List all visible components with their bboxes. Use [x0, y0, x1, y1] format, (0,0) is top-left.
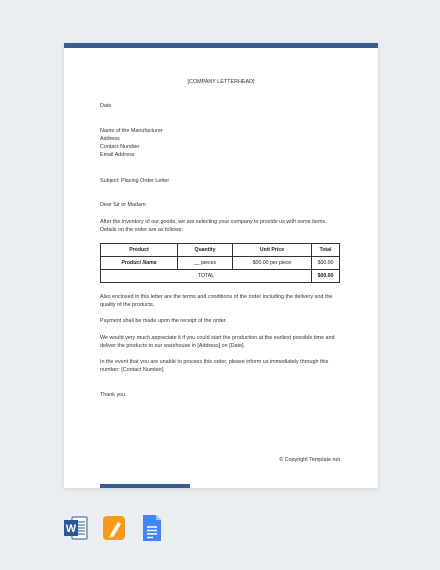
- page-bottom-bar: [100, 484, 190, 488]
- app-icons-row: [64, 514, 164, 542]
- closing-line: Thank you.: [100, 392, 127, 398]
- table-header-row: [101, 244, 340, 257]
- order-table: [100, 243, 340, 283]
- production-paragraph: We would very much appreciate it if you could start the production at the earliest possible time and deliver the products to our warehouse in [Address] on [Date].: [100, 335, 335, 349]
- contact-paragraph: In the event that you are unable to process this order, please inform us immediately through this number: [Contact Number]: [100, 359, 329, 373]
- cell-product: Product Name: [101, 257, 178, 270]
- subject-line: Subject: Placing Order Letter: [100, 178, 170, 184]
- table-total-row: [101, 270, 340, 283]
- word-icon[interactable]: [64, 514, 88, 542]
- pages-icon[interactable]: [102, 514, 126, 542]
- header-total: Total: [312, 244, 340, 257]
- header-quantity: Quantity: [178, 244, 233, 257]
- cell-total-value: $00.00: [312, 270, 340, 283]
- word-icon-letter: W: [65, 523, 77, 535]
- page-top-bar: [64, 43, 378, 48]
- payment-paragraph: Payment shall be made upon the receipt of the order.: [100, 318, 227, 324]
- recipient-address: Address: [100, 136, 120, 142]
- cell-unit-price: $00.00 per piece: [233, 257, 312, 270]
- enclosure-paragraph: Also enclosed in this letter are the terms and conditions of the order including the delivery and the quality of the products.: [100, 294, 333, 308]
- header-unit-price: Unit Price: [233, 244, 312, 257]
- cell-total: $00.00: [312, 257, 340, 270]
- date-line: Date: [100, 103, 112, 109]
- recipient-name: Name of the Manufacturer: [100, 128, 163, 134]
- google-docs-icon[interactable]: [140, 514, 164, 542]
- copyright-notice: © Copyright Template.net: [279, 457, 340, 463]
- cell-quantity: __ pieces: [178, 257, 233, 270]
- intro-paragraph: After the inventory of our goods, we are selecting your company to provide us with some items. Details on the order are as follows:: [100, 219, 327, 233]
- recipient-email: Email Address: [100, 152, 135, 158]
- header-product: Product: [101, 244, 178, 257]
- letterhead: [COMPANY LETTERHEAD]: [187, 79, 255, 85]
- letter-page: [64, 43, 378, 488]
- salutation: Dear Sir or Madam:: [100, 202, 148, 208]
- recipient-contact: Contact Number: [100, 144, 140, 150]
- cell-total-label: TOTAL: [101, 270, 312, 283]
- table-row: [101, 257, 340, 270]
